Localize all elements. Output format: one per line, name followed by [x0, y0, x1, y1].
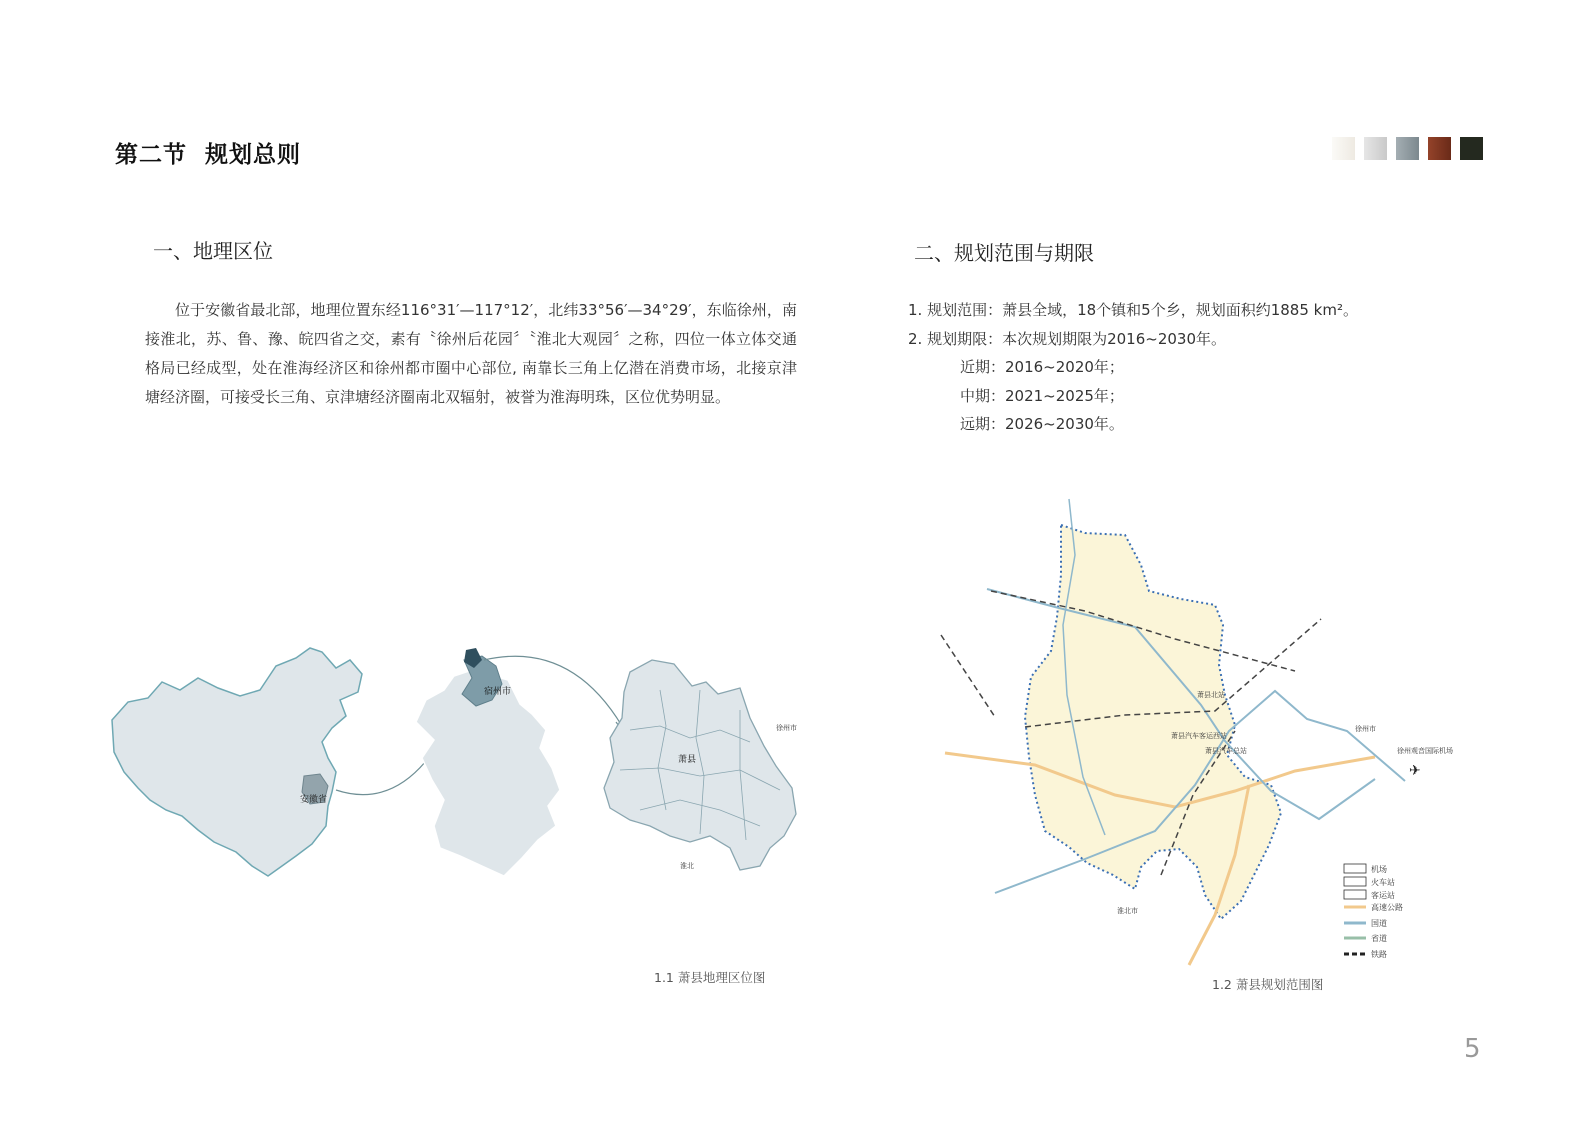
label-bus-west: 萧县汽车客运西站	[1171, 732, 1227, 740]
legend-bus-swatch	[1344, 890, 1366, 899]
legend-train: 火车站	[1371, 878, 1395, 887]
label-suzhou: 宿州市	[484, 687, 512, 697]
palette-swatch-4	[1428, 137, 1451, 160]
legend-airport-swatch	[1344, 864, 1366, 873]
legend-bus: 客运站	[1371, 891, 1395, 900]
label-huaibei-2: 淮北市	[1117, 907, 1138, 915]
palette-swatch-5	[1460, 137, 1483, 160]
scope-list	[908, 296, 1358, 439]
palette-swatch-3	[1396, 137, 1419, 160]
location-map	[100, 630, 810, 890]
scope-period-line: 2. 规划期限：本次规划期限为2016~2030年。	[908, 329, 1226, 348]
label-xuzhou-1: 徐州市	[776, 724, 797, 732]
scope-near-term: 近期：2016~2020年；	[960, 358, 1124, 376]
label-bus-main: 萧县汽车总站	[1205, 747, 1247, 755]
caption-scope-map: 1.2 萧县规划范围图	[1212, 977, 1324, 992]
section-title: 第二节 规划总则	[115, 142, 302, 168]
geo-heading: 一、地理区位	[153, 239, 273, 263]
legend-airport: 机场	[1371, 865, 1387, 874]
palette-swatch-1	[1332, 137, 1355, 160]
color-palette	[1332, 137, 1483, 160]
label-north-station: 萧县北站	[1197, 691, 1225, 699]
palette-swatch-2	[1364, 137, 1387, 160]
arrow-1	[336, 756, 430, 795]
legend-provincial: 省道	[1371, 934, 1387, 943]
legend-national: 国道	[1371, 919, 1387, 928]
label-huaibei-1: 淮北	[680, 862, 694, 870]
china-map	[112, 648, 362, 876]
legend-train-swatch	[1344, 877, 1366, 886]
geo-paragraph-text: 位于安徽省最北部，地理位置东经116°31′—117°12′，北纬33°56′—34°29′，东临徐州，南接淮北，苏、鲁、豫、皖四省之交，素有〝徐州后花园〞〝淮北大观园〞之称，四位一体立体交通格局已经成型，处在淮海经济区和徐州都市圈中心部位, 南靠长三角上亿潜在消费市场，北接京津塘经济圈，可接受长三角、京津塘经济圈南北双辐射，被誉为淮海明珠，区位优势明显。	[145, 301, 797, 406]
legend-rail: 铁路	[1371, 950, 1387, 959]
label-xuzhou-2: 徐州市	[1355, 725, 1376, 733]
scope-heading: 二、规划范围与期限	[914, 241, 1094, 265]
caption-location-map: 1.1 萧县地理区位图	[654, 970, 766, 985]
county-boundary	[1025, 525, 1281, 919]
label-xiaoxian: 萧县	[678, 755, 697, 765]
scope-long-term: 远期：2026~2030年。	[960, 415, 1124, 433]
planning-scope-map	[935, 495, 1455, 970]
page-number: 5	[1464, 1034, 1481, 1064]
scope-mid-term: 中期：2021~2025年；	[960, 386, 1124, 405]
label-airport: 徐州观音国际机场	[1397, 747, 1453, 755]
legend-expressway: 高速公路	[1371, 903, 1403, 912]
map-legend	[1344, 864, 1403, 959]
scope-range-line: 1. 规划范围：萧县全域，18个镇和5个乡，规划面积约1885 km²。	[908, 301, 1358, 319]
geo-paragraph	[145, 296, 797, 412]
airport-icon: ✈	[1409, 763, 1421, 779]
label-anhui: 安徽省	[300, 795, 328, 805]
